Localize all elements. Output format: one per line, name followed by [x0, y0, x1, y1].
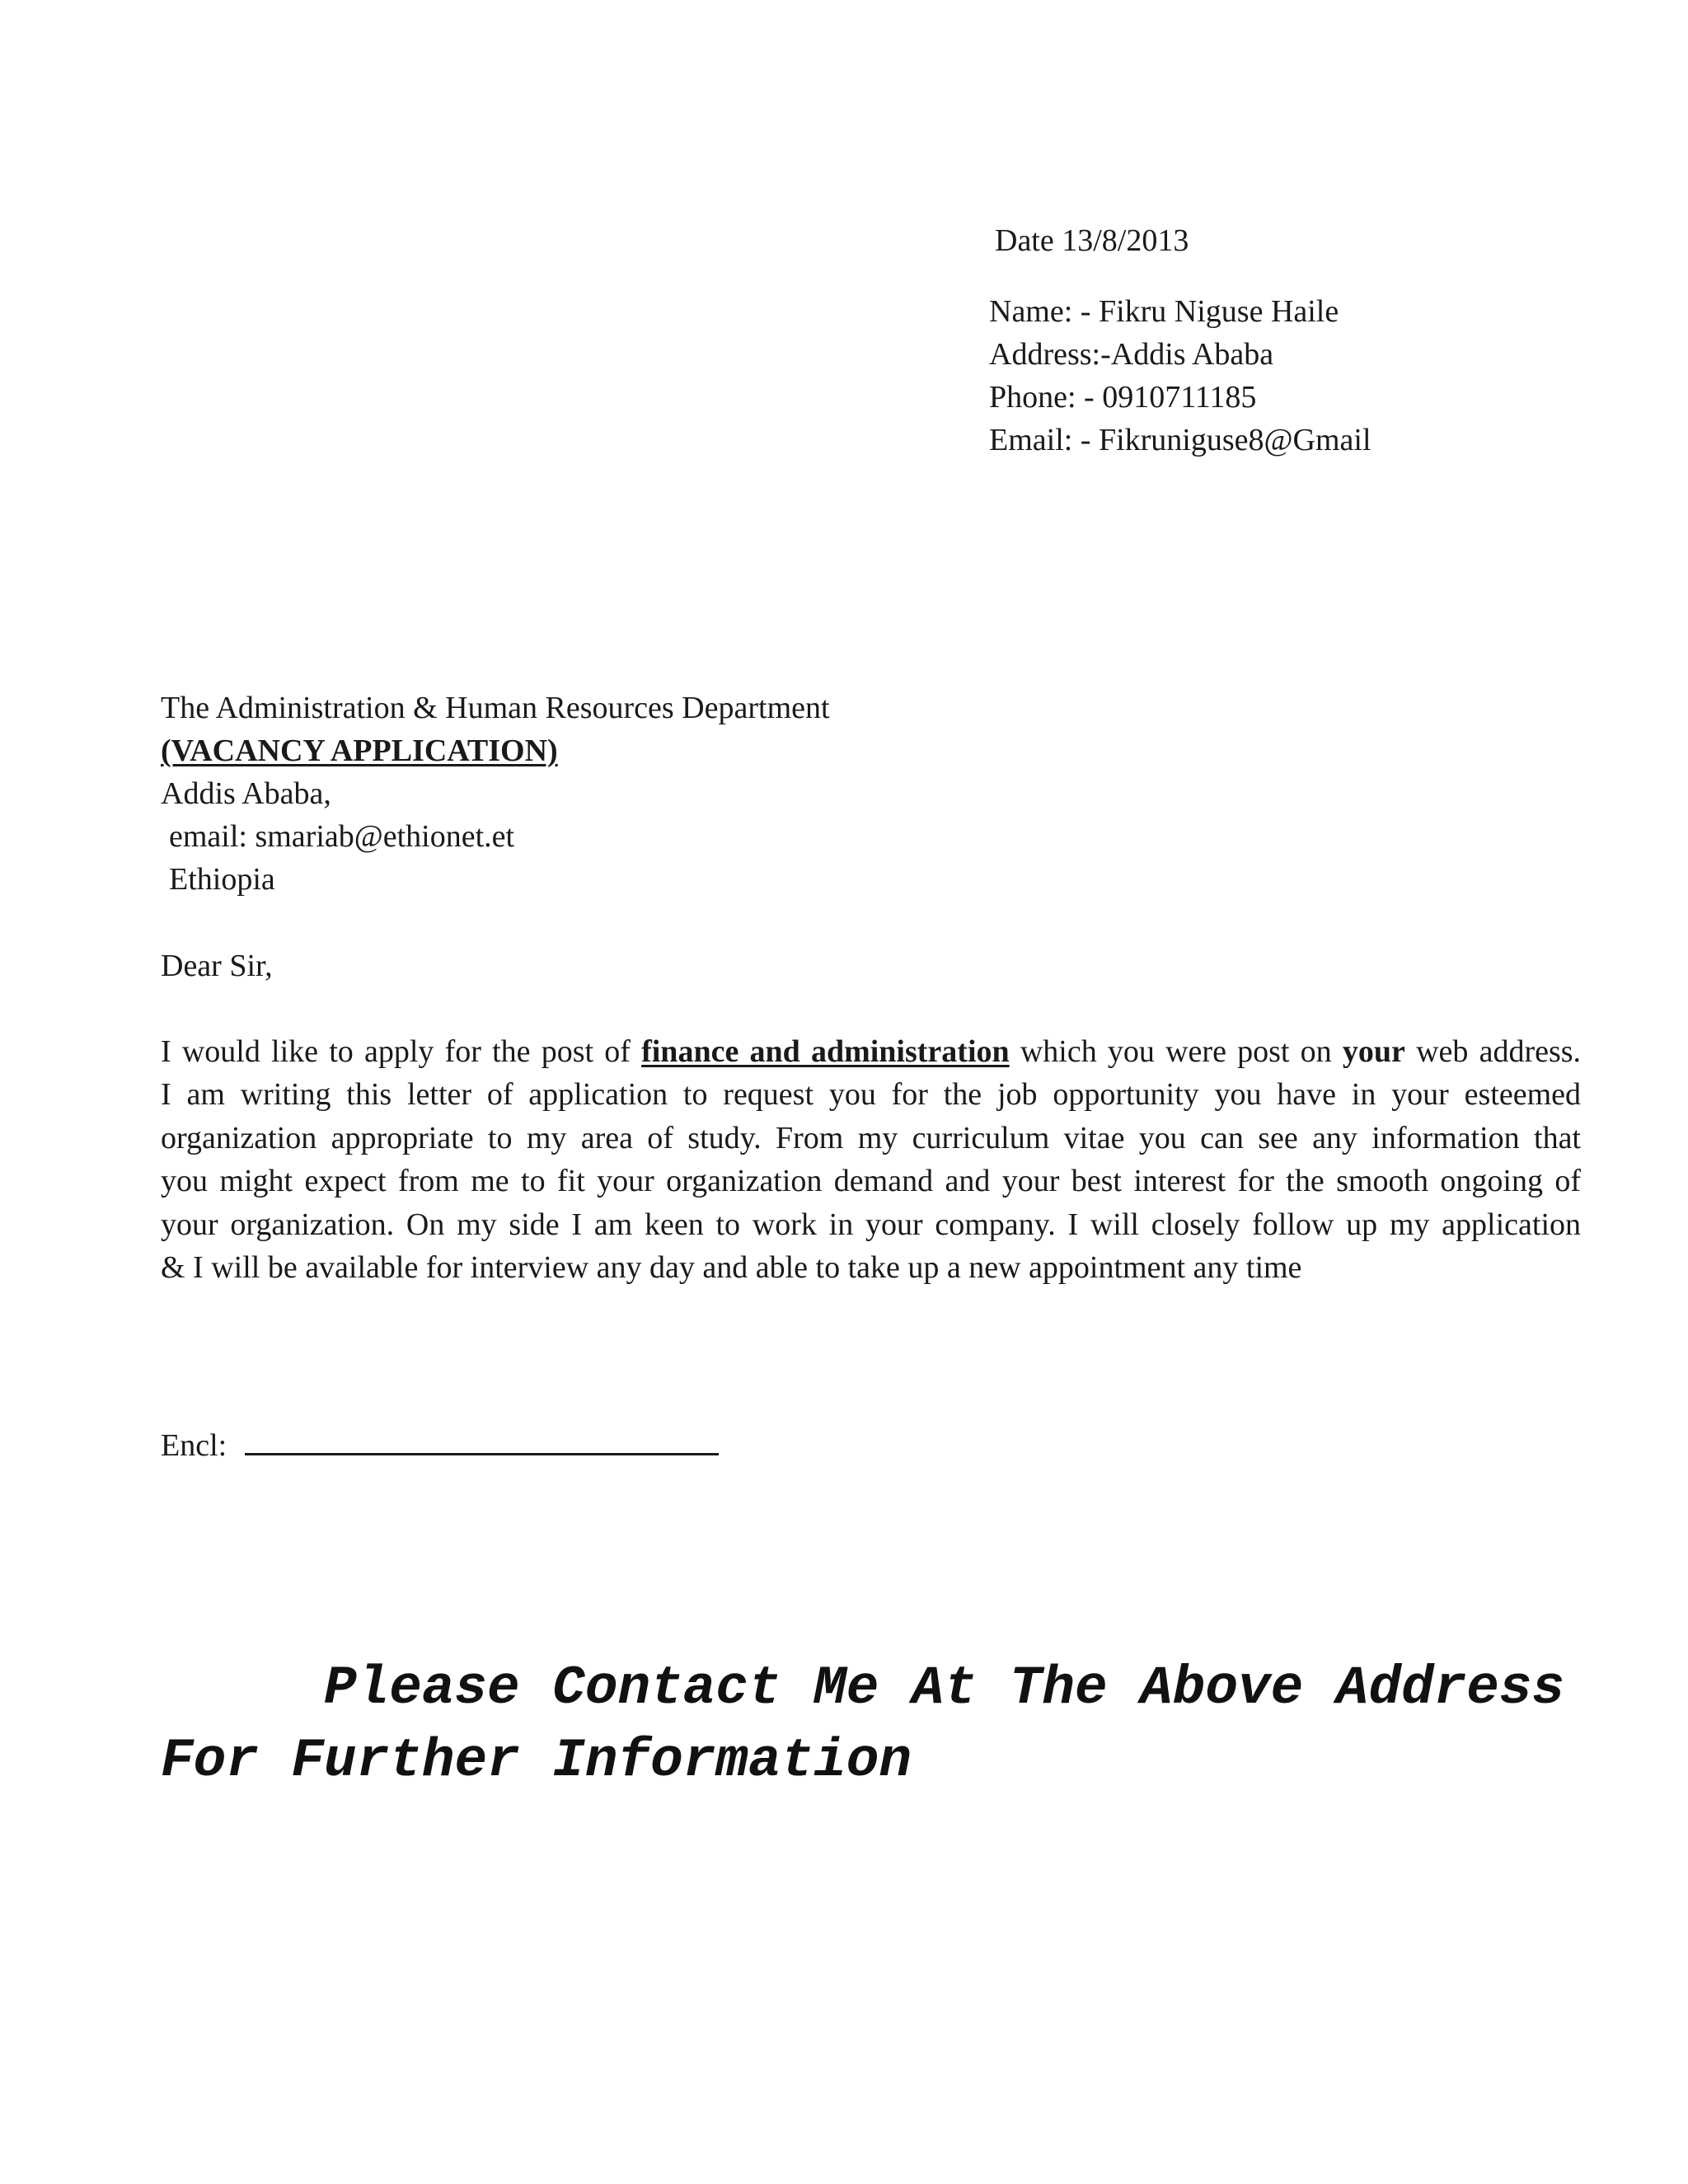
body-line-5: your organization. On my side I am keen to work in your company. I will closely follow up my application [161, 1207, 1581, 1242]
enclosure-label: Encl: [161, 1428, 227, 1463]
body-line-3: organization appropriate to my area of study. From my curriculum vitae you can see any information that [161, 1120, 1581, 1155]
letter-body [161, 1030, 1581, 1289]
sender-email: Email: - Fikruniguse8@Gmail [989, 423, 1372, 457]
subject-heading: (VACANCY APPLICATION) [161, 733, 558, 768]
body-line-1-pre: I would like to apply for the post of [161, 1034, 631, 1069]
post-title: finance and administration [641, 1034, 1010, 1069]
letter-date: Date 13/8/2013 [995, 223, 1189, 258]
contact-line-2: For Further Information [161, 1730, 912, 1792]
enclosure-line [161, 1423, 719, 1467]
salutation: Dear Sir, [161, 949, 273, 983]
enclosure-blank [245, 1423, 719, 1455]
body-line-2: I am writing this letter of application to request you for the job opportunity you have in your esteemed [161, 1077, 1581, 1113]
body-line-1 [161, 1030, 1581, 1073]
recipient-department: The Administration & Human Resources Department [161, 691, 830, 725]
body-line-1-bold: your [1342, 1034, 1405, 1069]
sender-address: Address:-Addis Ababa [989, 337, 1274, 372]
sender-name: Name: - Fikru Niguse Haile [989, 294, 1339, 329]
recipient-email: email: smariab@ethionet.et [169, 819, 515, 854]
recipient-city: Addis Ababa, [161, 776, 331, 811]
body-line-4: you might expect from me to fit your organization demand and your best interest for the smooth ongoing of [161, 1164, 1581, 1199]
sender-phone: Phone: - 0910711185 [989, 380, 1257, 415]
contact-line-1: Please Contact Me At The Above Address [324, 1657, 1565, 1719]
body-line-1-mid: which you were post on [1020, 1034, 1332, 1069]
body-line-1-end: web address. [1416, 1034, 1582, 1069]
contact-note [161, 1652, 1611, 1797]
body-line-6: & I will be available for interview any day and able to take up a new appointment any time [161, 1249, 1302, 1285]
recipient-country: Ethiopia [169, 862, 275, 897]
